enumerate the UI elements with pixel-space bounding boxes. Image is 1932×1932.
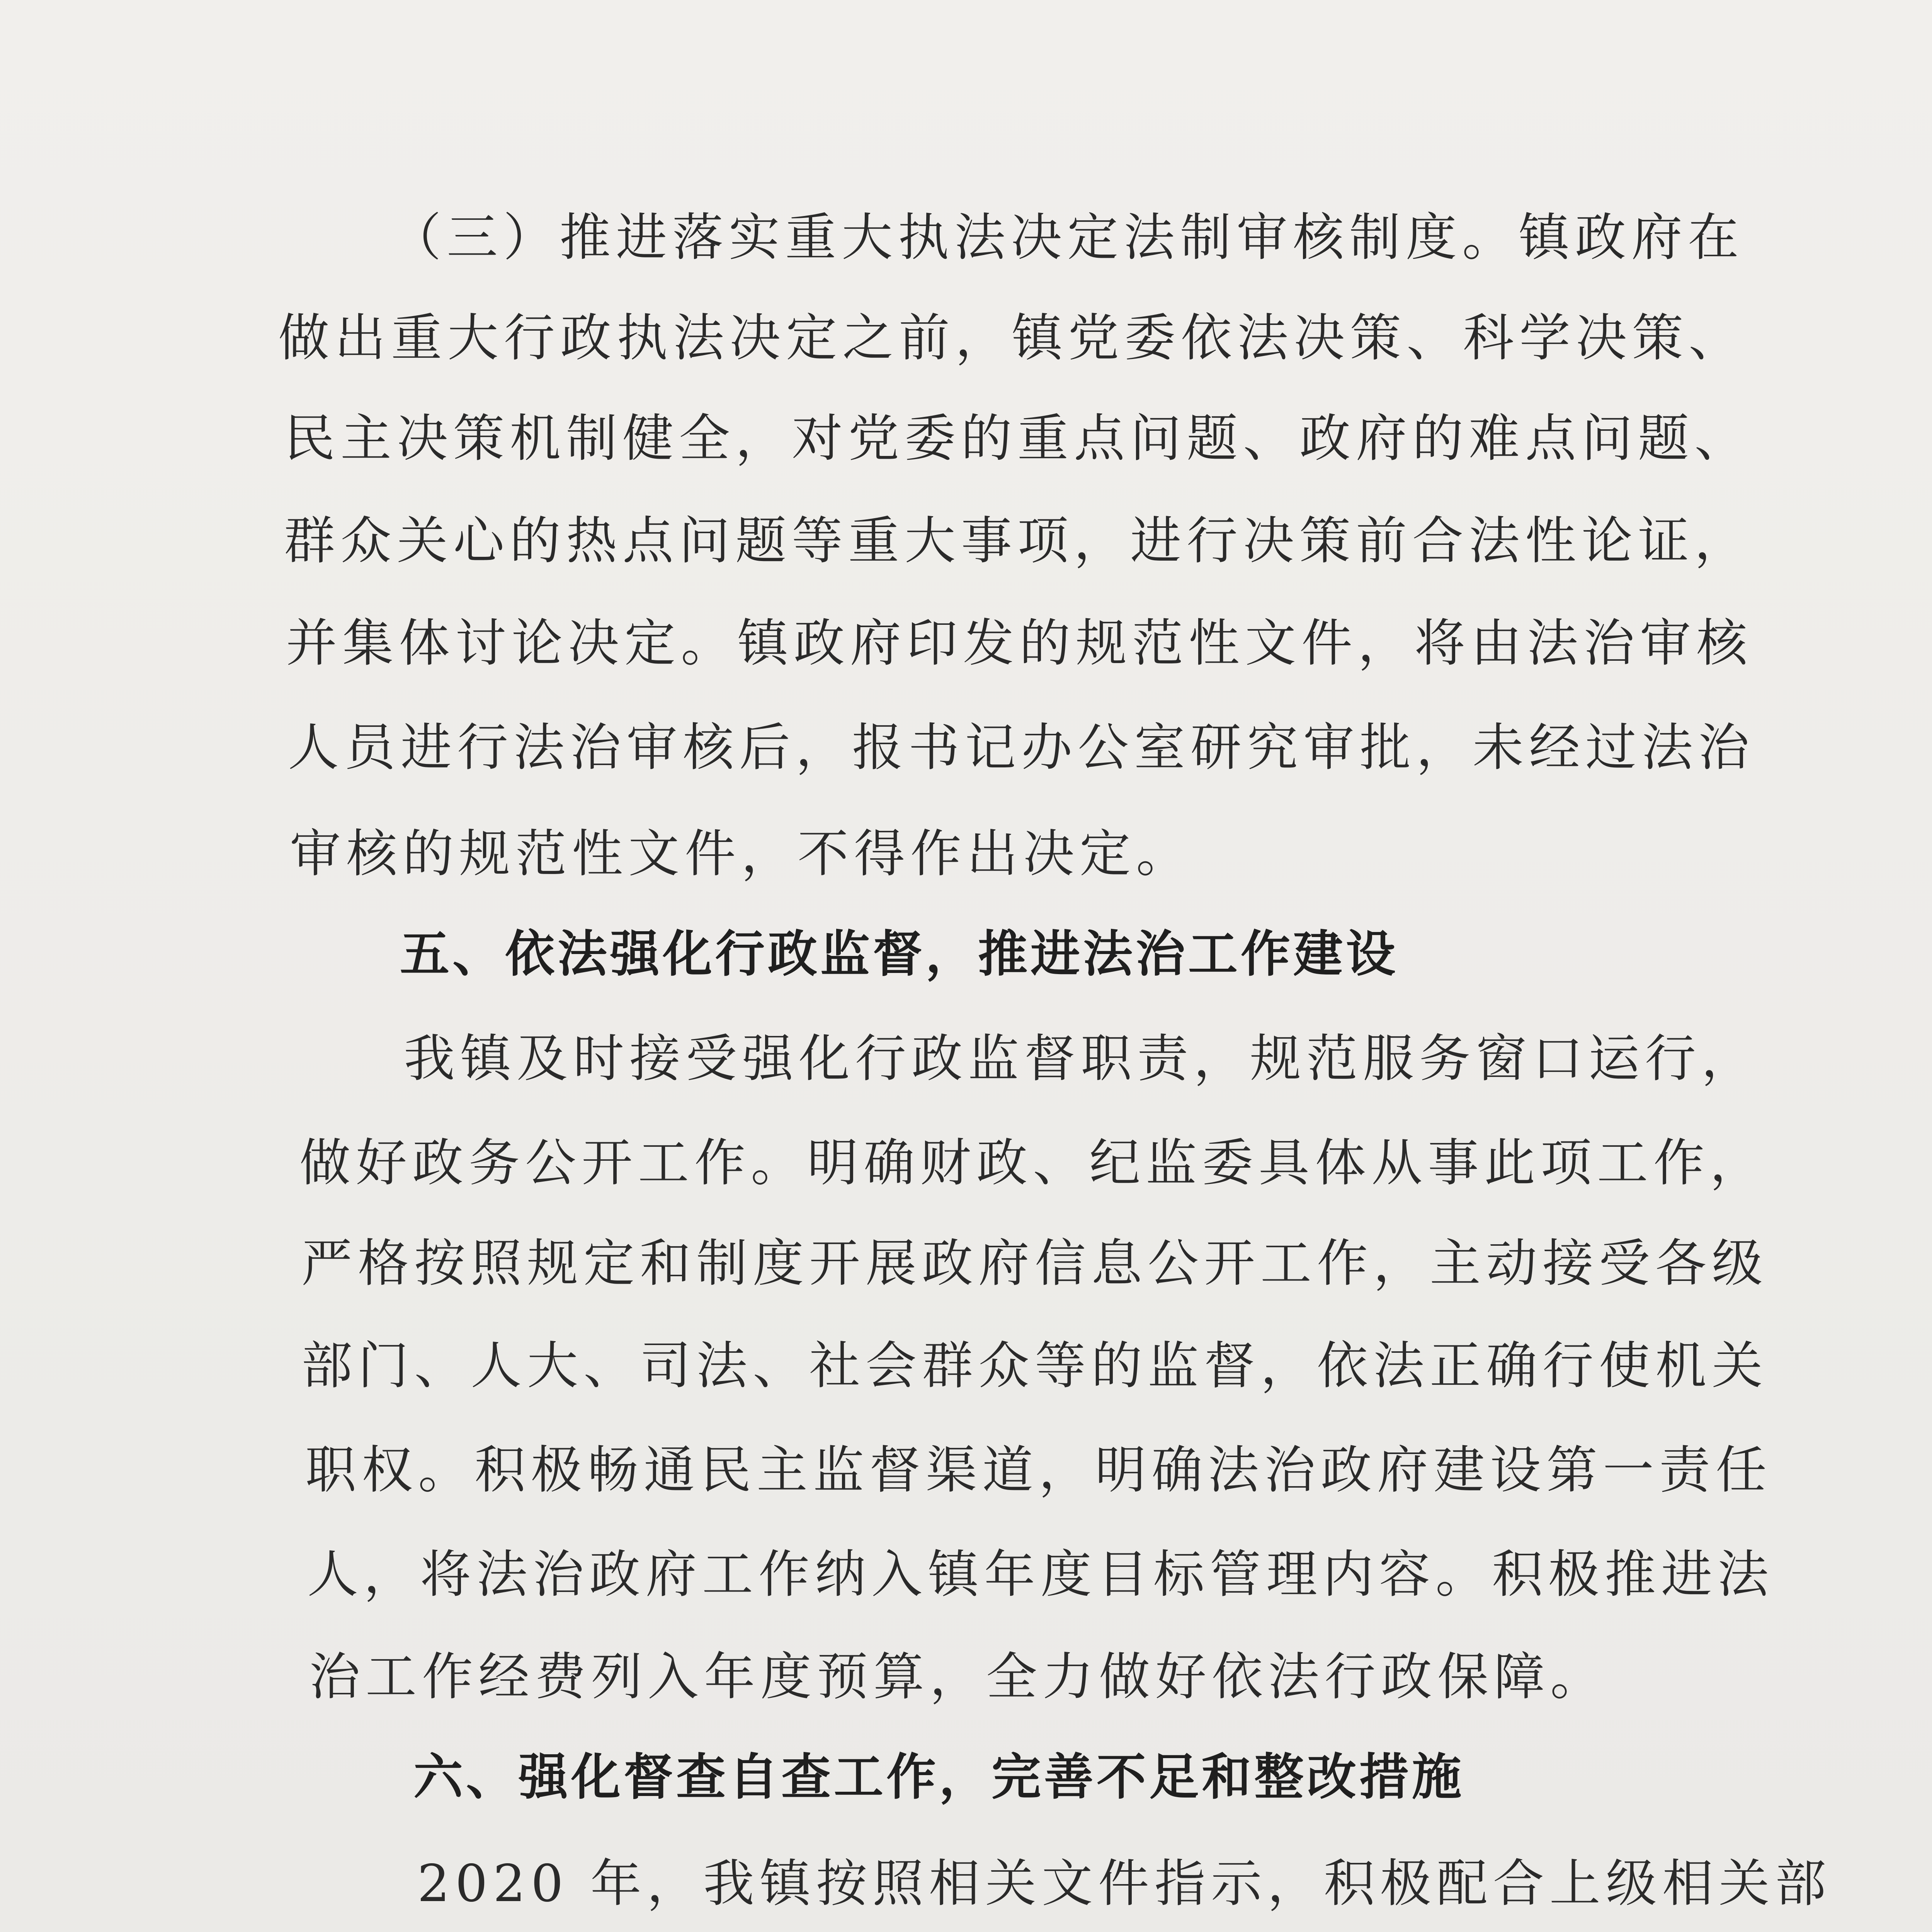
paragraph-line: 审核的规范性文件，不得作出决定。 [290, 824, 1192, 884]
paragraph-line: 并集体讨论决定。镇政府印发的规范性文件，将由法治审核 [286, 614, 1753, 673]
paragraph-line: 群众关心的热点问题等重大事项，进行决策前合法性论证， [284, 511, 1751, 571]
paragraph-line: 我镇及时接受强化行政监督职责，规范服务窗口运行， [404, 1029, 1758, 1088]
paragraph-line: 民主决策机制健全，对党委的重点问题、政府的难点问题、 [284, 409, 1751, 468]
paragraph-line: 人，将法治政府工作纳入镇年度目标管理内容。积极推进法 [307, 1545, 1774, 1604]
paragraph-line: 治工作经费列入年度预算，全力做好依法行政保障。 [309, 1647, 1607, 1707]
paragraph-line: 职权。积极畅通民主监督渠道，明确法治政府建设第一责任 [305, 1440, 1772, 1500]
paragraph-line: 2020 年，我镇按照相关文件指示，积极配合上级相关部 [417, 1854, 1832, 1913]
paragraph-line: （三）推进落实重大执法决定法制审核制度。镇政府在 [390, 208, 1744, 267]
section-heading: 五、依法强化行政监督，推进法治工作建设 [400, 925, 1399, 983]
paragraph-line: 部门、人大、司法、社会群众等的监督，依法正确行使机关 [301, 1336, 1768, 1396]
paragraph-line: 严格按照规定和制度开展政府信息公开工作，主动接受各级 [301, 1234, 1768, 1293]
paragraph-line: 人员进行法治审核后，报书记办公室研究审批，未经过法治 [288, 718, 1755, 777]
paragraph-line: 做好政务公开工作。明确财政、纪监委具体从事此项工作， [299, 1133, 1766, 1193]
paragraph-line: 做出重大行政执法决定之前，镇党委依法决策、科学决策、 [278, 308, 1745, 368]
section-heading: 六、强化督查自查工作，完善不足和整改措施 [413, 1748, 1465, 1806]
